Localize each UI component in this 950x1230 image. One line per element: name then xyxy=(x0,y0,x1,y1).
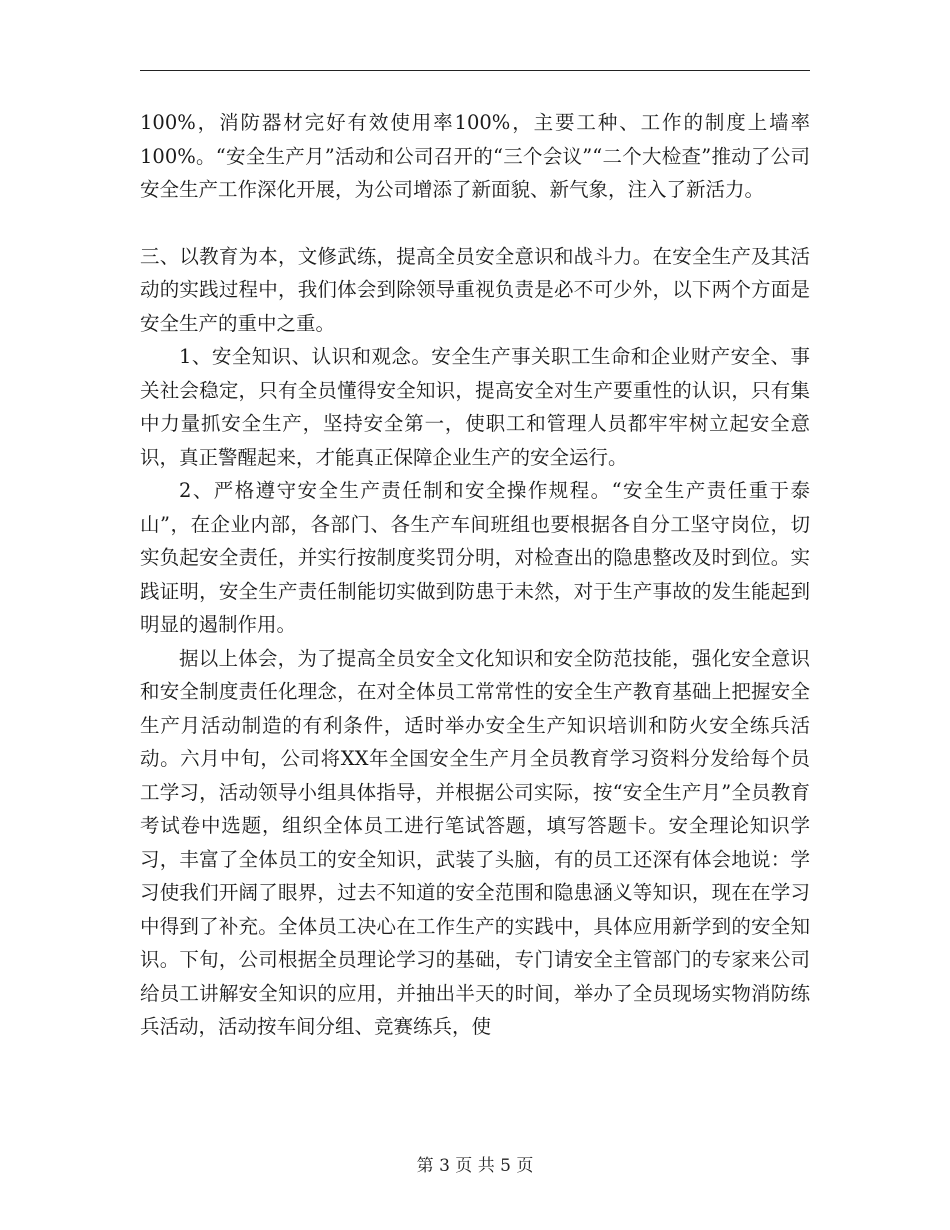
paragraph-item-one: 1、安全知识、认识和观念。安全生产事关职工生命和企业财产安全、事关社会稳定，只有全员懂得安全知识，提高安全对生产要重性的认识，只有集中力量抓安全生产，坚持安全第一，使职工和管理人员都牢牢树立起安全意识，真正警醒起来，才能真正保障企业生产的安全运行。 xyxy=(140,345,810,469)
header-rule xyxy=(140,70,810,71)
document-body xyxy=(140,106,810,1044)
paragraph-item-two: 2、严格遵守安全生产责任制和安全操作规程。“安全生产责任重于泰山”，在企业内部，各部门、各生产车间班组也要根据各自分工坚守岗位，切实负起安全责任，并实行按制度奖罚分明，对检查出的隐患整改及时到位。实践证明，安全生产责任制能切实做到防患于未然，对于生产事故的发生能起到明显的遏制作用。 xyxy=(140,479,810,636)
paragraph-continuation: 100%，消防器材完好有效使用率100%，主要工种、工作的制度上墙率100%。“安全生产月”活动和公司召开的“三个会议”“二个大检查”推动了公司安全生产工作深化开展，为公司增添了新面貌、新气象，注入了新活力。 xyxy=(140,111,810,201)
paragraph-section-three: 三、以教育为本，文修武练，提高全员安全意识和战斗力。在安全生产及其活动的实践过程中，我们体会到除领导重视负责是必不可少外，以下两个方面是安全生产的重中之重。 xyxy=(140,244,810,335)
page-number-footer: 第 3 页 共 5 页 xyxy=(416,1156,534,1176)
paragraph-summary: 据以上体会，为了提高全员安全文化知识和安全防范技能，强化安全意识和安全制度责任化理念，在对全体员工常常性的安全生产教育基础上把握安全生产月活动制造的有利条件，适时举办安全生产知识培训和防火安全练兵活动。六月中旬，公司将XX年全国安全生产月全员教育学习资料分发给每个员工学习，活动领导小组具体指导，并根据公司实际，按“安全生产月”全员教育考试卷中选题，组织全体员工进行笔试答题，填写答题卡。安全理论知识学习，丰富了全体员工的安全知识，武装了头脑，有的员工还深有体会地说：学习使我们开阔了眼界，过去不知道的安全范围和隐患涵义等知识，现在在学习中得到了补充。全体员工决心在工作生产的实践中，具体应用新学到的安全知识。下旬，公司根据全员理论学习的基础，专门请安全主管部门的专家来公司给员工讲解安全知识的应用，并抽出半天的时间，举办了全员现场实物消防练兵活动，活动按车间分组、竞赛练兵，使 xyxy=(140,646,810,1038)
